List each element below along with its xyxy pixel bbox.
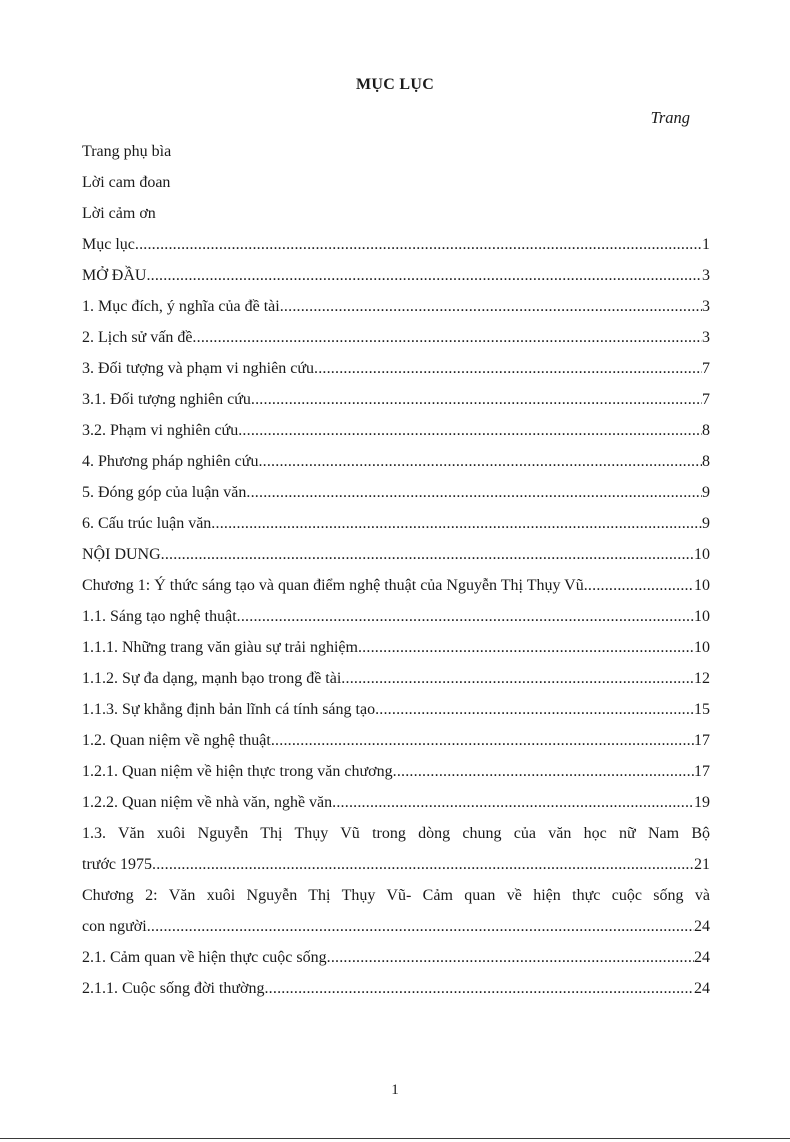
toc-entry bbox=[82, 607, 710, 638]
toc-entry bbox=[82, 700, 710, 731]
toc-entry-page-number: 10 bbox=[694, 546, 710, 563]
toc-entry-leader-dots bbox=[237, 607, 694, 626]
toc-entry bbox=[82, 886, 710, 917]
toc-entry bbox=[82, 948, 710, 979]
toc-entry-page-number: 8 bbox=[702, 453, 710, 470]
toc-entry-page-number: 1 bbox=[702, 236, 710, 253]
footer-page-number: 1 bbox=[391, 1082, 399, 1098]
toc-entry-page-number: 10 bbox=[694, 639, 710, 656]
toc-entry-title: Chương 2: Văn xuôi Nguyễn Thị Thụy Vũ- Cảm quan về hiện thực cuộc sống và bbox=[82, 887, 710, 904]
toc-entry-page-number: 7 bbox=[702, 360, 710, 377]
toc-entry-leader-dots bbox=[264, 979, 694, 998]
toc-entry-title: 4. Phương pháp nghiên cứu bbox=[82, 453, 259, 470]
toc-entry bbox=[82, 421, 710, 452]
toc-entry-title: 1. Mục đích, ý nghĩa của đề tài bbox=[82, 298, 280, 315]
toc-entry-title: 5. Đóng góp của luận văn bbox=[82, 484, 247, 501]
toc-entry-title: con người bbox=[82, 918, 147, 935]
toc-entry-page-number: 15 bbox=[694, 701, 710, 718]
toc-entry-page-number: 17 bbox=[694, 732, 710, 749]
table-of-contents bbox=[82, 142, 710, 1010]
toc-entry-title: 2.1. Cảm quan về hiện thực cuộc sống bbox=[82, 949, 327, 966]
toc-entry-page-number: 3 bbox=[702, 298, 710, 315]
toc-entry-title: Lời cam đoan bbox=[82, 174, 171, 191]
toc-entry-title: 1.2.2. Quan niệm về nhà văn, nghề văn bbox=[82, 794, 333, 811]
toc-entry-leader-dots bbox=[192, 328, 702, 347]
toc-entry-leader-dots bbox=[327, 948, 694, 967]
toc-entry bbox=[82, 297, 710, 328]
toc-entry-title: trước 1975 bbox=[82, 856, 153, 873]
toc-entry-leader-dots bbox=[375, 700, 694, 719]
toc-entry-page-number: 7 bbox=[702, 391, 710, 408]
toc-entry-leader-dots bbox=[251, 390, 702, 409]
toc-entry-page-number: 24 bbox=[694, 918, 710, 935]
toc-entry-page-number: 19 bbox=[694, 794, 710, 811]
toc-entry-title: 3. Đối tượng và phạm vi nghiên cứu bbox=[82, 360, 314, 377]
toc-entry-title: 1.1.1. Những trang văn giàu sự trải nghiệm bbox=[82, 639, 358, 656]
toc-entry bbox=[82, 731, 710, 762]
toc-title: MỤC LỤC bbox=[355, 76, 435, 93]
toc-entry bbox=[82, 173, 710, 204]
toc-entry bbox=[82, 483, 710, 514]
toc-entry-leader-dots bbox=[135, 235, 702, 254]
toc-entry bbox=[82, 359, 710, 390]
toc-entry-leader-dots bbox=[332, 793, 694, 812]
toc-entry-title: Chương 1: Ý thức sáng tạo và quan điểm nghệ thuật của Nguyễn Thị Thụy Vũ bbox=[82, 577, 584, 594]
toc-entry-leader-dots bbox=[314, 359, 702, 378]
toc-entry-title: 1.2. Quan niệm về nghệ thuật bbox=[82, 732, 271, 749]
toc-entry-leader-dots bbox=[393, 762, 694, 781]
toc-entry-leader-dots bbox=[238, 421, 702, 440]
page-column-label: Trang bbox=[650, 108, 690, 127]
toc-entry bbox=[82, 235, 710, 266]
toc-entry bbox=[82, 855, 710, 886]
toc-entry-title: 1.3. Văn xuôi Nguyễn Thị Thụy Vũ trong dòng chung của văn học nữ Nam Bộ bbox=[82, 825, 710, 842]
toc-entry-title: 6. Cấu trúc luận văn bbox=[82, 515, 212, 532]
toc-entry bbox=[82, 979, 710, 1010]
toc-entry-leader-dots bbox=[584, 576, 694, 595]
toc-entry-page-number: 9 bbox=[702, 515, 710, 532]
toc-entry-leader-dots bbox=[211, 514, 702, 533]
toc-entry-title: 2. Lịch sử vấn đề bbox=[82, 329, 193, 346]
toc-entry-leader-dots bbox=[146, 266, 702, 285]
bottom-divider bbox=[0, 1138, 790, 1139]
toc-entry bbox=[82, 793, 710, 824]
toc-entry-leader-dots bbox=[246, 483, 702, 502]
toc-entry-title: 1.2.1. Quan niệm về hiện thực trong văn chương bbox=[82, 763, 393, 780]
toc-entry-page-number: 21 bbox=[694, 856, 710, 873]
toc-entry bbox=[82, 514, 710, 545]
toc-entry-page-number: 8 bbox=[702, 422, 710, 439]
toc-entry-page-number: 3 bbox=[702, 267, 710, 284]
toc-entry-title: MỞ ĐẦU bbox=[82, 267, 147, 284]
toc-entry-title: 3.2. Phạm vi nghiên cứu bbox=[82, 422, 239, 439]
toc-entry bbox=[82, 545, 710, 576]
toc-entry-title: 1.1.2. Sự đa dạng, mạnh bạo trong đề tài bbox=[82, 670, 342, 687]
toc-entry-leader-dots bbox=[258, 452, 702, 471]
toc-entry-leader-dots bbox=[280, 297, 702, 316]
toc-entry-page-number: 10 bbox=[694, 577, 710, 594]
toc-entry bbox=[82, 917, 710, 948]
toc-entry-leader-dots bbox=[152, 855, 694, 874]
toc-entry bbox=[82, 669, 710, 700]
toc-entry-leader-dots bbox=[271, 731, 694, 750]
toc-entry bbox=[82, 576, 710, 607]
toc-entry-page-number: 17 bbox=[694, 763, 710, 780]
toc-entry bbox=[82, 204, 710, 235]
toc-entry-title: Trang phụ bìa bbox=[82, 143, 172, 160]
toc-entry-leader-dots bbox=[341, 669, 694, 688]
toc-entry-page-number: 9 bbox=[702, 484, 710, 501]
toc-entry-page-number: 10 bbox=[694, 608, 710, 625]
toc-entry-title: NỘI DUNG bbox=[82, 546, 161, 563]
toc-entry-leader-dots bbox=[147, 917, 694, 936]
toc-entry-leader-dots bbox=[358, 638, 694, 657]
toc-entry bbox=[82, 824, 710, 855]
toc-entry-title: 1.1. Sáng tạo nghệ thuật bbox=[82, 608, 237, 625]
toc-entry bbox=[82, 142, 710, 173]
toc-entry-leader-dots bbox=[161, 545, 694, 564]
toc-entry-title: 3.1. Đối tượng nghiên cứu bbox=[82, 391, 251, 408]
toc-entry bbox=[82, 390, 710, 421]
toc-entry bbox=[82, 328, 710, 359]
toc-entry-title: Lời cảm ơn bbox=[82, 205, 156, 222]
toc-entry-title: 2.1.1. Cuộc sống đời thường bbox=[82, 980, 265, 997]
toc-entry-title: Mục lục bbox=[82, 236, 135, 253]
toc-entry bbox=[82, 638, 710, 669]
toc-entry-title: 1.1.3. Sự khẳng định bản lĩnh cá tính sáng tạo bbox=[82, 701, 376, 718]
toc-entry-page-number: 3 bbox=[702, 329, 710, 346]
toc-entry bbox=[82, 266, 710, 297]
toc-entry-page-number: 24 bbox=[694, 980, 710, 997]
toc-entry bbox=[82, 762, 710, 793]
toc-entry-page-number: 12 bbox=[694, 670, 710, 687]
toc-entry bbox=[82, 452, 710, 483]
toc-entry-page-number: 24 bbox=[694, 949, 710, 966]
